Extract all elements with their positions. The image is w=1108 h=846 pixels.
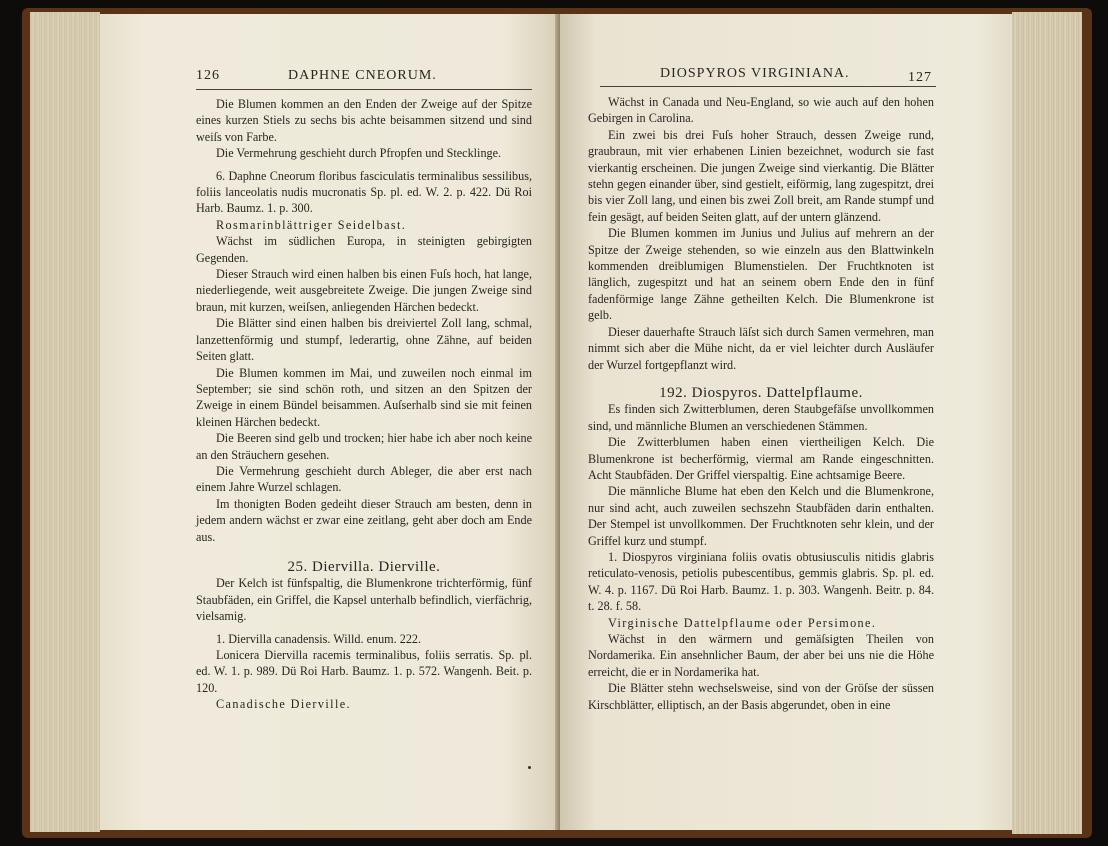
right-page-number: 127	[908, 70, 932, 85]
paragraph: Die Zwitterblumen haben einen viertheiligen Kelch. Die Blumenkrone ist becherförmig, viermal am Rande eingeschnitten. Acht Staubfäden. Der Griffel vierspaltig. Eine achtsamige Beere.	[588, 435, 934, 482]
page-edges-right	[1012, 12, 1082, 834]
common-name: Rosmarinblättriger Seidelbast.	[216, 217, 407, 232]
paragraph: Die Blumen kommen im Mai, und zuweilen noch einmal im September; sie sind schön roth, und sitzen an den Spitzen der Zweige in einem Bündel beisammen. Auſserhalb sind sie mit feinen kleinen Härchen bedeckt.	[196, 365, 532, 429]
common-name: Virginische Dattelpflaume oder Persimone.	[608, 615, 877, 630]
page-edges-left	[30, 12, 100, 832]
paragraph: Die Blumen kommen im Junius und Julius auf mehrern an der Spitze der Zweige stehenden, so wie einzeln aus den Blattwinkeln kommenden dreiblumigen Blumenstielen. Der Fruchtknoten ist länglich, zugespitzt und hat an seinem obern Ende den in fünf fadenförmige lange Zähne getheilten Kelch. Die Blumenkrone ist gelb.	[588, 226, 934, 323]
paragraph: Im thonigten Boden gedeiht dieser Strauch am besten, denn in jedem andern wächst er zwar eine zeitlang, geht aber doch am Ende aus.	[196, 496, 532, 544]
right-header-rule	[600, 86, 936, 87]
paragraph: Ein zwei bis drei Fuſs hoher Strauch, dessen Zweige rund, graubraun, mit vier erhabenen Linien bezeichnet, wodurch sie fast vierkantig erscheinen. Die jungen Zweige sind vierkantig. Die Blätter stehn gegen einander über, sind gestielt, eiförmig, lang zugespitzt, drei bis vier Zoll lang, und einen bis zwei Zoll breit, am Rande stumpf und fein gesägt, auf beiden Seiten glatt, auf der untern glänzend.	[588, 127, 934, 224]
section-heading: 25. Diervilla. Dierville.	[287, 558, 441, 575]
ink-speck	[528, 766, 531, 769]
paragraph: Die Beeren sind gelb und trocken; hier habe ich aber noch keine an den Sträuchern gesehen.	[196, 431, 532, 462]
right-running-head: DIOSPYROS VIRGINIANA.	[660, 66, 850, 81]
paragraph: Dieser dauerhafte Strauch läſst sich durch Samen vermehren, man nimmt sich aber die Mühe nicht, da er viel leichter durch Ausläufer der Wurzel fortgepflanzt wird.	[588, 324, 934, 372]
species-entry: 1. Diospyros virginiana foliis ovatis obtusiusculis nitidis glabris reticulato-venosis, petiolis pubescentibus, gemmis glabris. Sp. pl. ed. W. 4. p. 1167. Dü Roi Harb. Baumz. 1. p. 303. Wangenh. Beitr. p. 84. t. 28. f. 58.	[588, 549, 934, 614]
paragraph: Der Kelch ist fünfspaltig, die Blumenkrone trichterförmig, fünf Staubfäden, ein Griffel, die Kapsel unterhalb befindlich, vierfächrig, vielsamig.	[196, 576, 532, 624]
paragraph: Wächst in den wärmern und gemäſsigten Theilen von Nordamerika. Ein ansehnlicher Baum, der aber bei uns nie die Höhe erreicht, die er in Nordamerika hat.	[588, 632, 934, 679]
species-entry: 6. Daphne Cneorum floribus fasciculatis terminalibus sessilibus, foliis lanceolatis nudis mucronatis Sp. pl. ed. W. 2. p. 422. Dü Roi Harb. Baumz. 1. p. 300.	[196, 168, 532, 216]
right-page	[560, 14, 1012, 830]
synonym-entry: Lonicera Diervilla racemis terminalibus, foliis serratis. Sp. pl. ed. W. 1. p. 989. Dü Roi Harb. Baumz. 1. p. 572. Wangenh. Beit. p. 120.	[196, 648, 532, 695]
paragraph: Die Vermehrung geschieht durch Ableger, die aber erst nach einem Jahre Wurzel schlagen.	[196, 463, 532, 495]
left-running-head: DAPHNE CNEORUM.	[288, 68, 437, 83]
paragraph: Die Blätter stehn wechselsweise, sind von der Gröſse der süssen Kirschblätter, elliptisch, an der Basis abgerundet, oben in eine	[588, 681, 934, 712]
left-header-rule	[196, 89, 532, 90]
paragraph: Es finden sich Zwitterblumen, deren Staubgefäſse unvollkommen sind, und männliche Blumen an verschiedenen Stämmen.	[588, 402, 934, 433]
paragraph: Die Vermehrung geschieht durch Pfropfen und Stecklinge.	[216, 146, 502, 161]
paragraph: Wächst in Canada und Neu-England, so wie auch auf den hohen Gebirgen in Carolina.	[588, 95, 934, 126]
species-entry: 1. Diervilla canadensis. Willd. enum. 222.	[216, 631, 422, 646]
left-page	[100, 14, 558, 830]
left-page-number: 126	[196, 68, 220, 83]
paragraph: Dieser Strauch wird einen halben bis einen Fuſs hoch, hat lange, niederliegende, weit ausgebreitete Zweige. Die jungen Zweige sind braun, mit kurzen, weiſsen, anliegenden Härchen bedeckt.	[196, 267, 532, 314]
paragraph: Die männliche Blume hat eben den Kelch und die Blumenkrone, nur sind acht, auch zuweilen sechszehn Staubfäden darin enthalten. Der Stempel ist unvollkommen. Der Fruchtknoten sehr klein, und der Griffel kurz und stumpf.	[588, 484, 934, 548]
common-name: Canadische Dierville.	[216, 697, 351, 712]
paragraph: Die Blätter sind einen halben bis dreiviertel Zoll lang, schmal, lanzettenförmig und stumpf, lederartig, ohne Zähne, auf beiden Seiten glatt.	[196, 316, 532, 364]
section-heading: 192. Diospyros. Dattelpflaume.	[659, 384, 863, 401]
paragraph: Die Blumen kommen an den Enden der Zweige auf der Spitze eines kurzen Stiels zu sechs bis achte beisammen sitzend und sind weiſs von Farbe.	[196, 97, 532, 144]
paragraph: Wächst im südlichen Europa, in steinigten gebirgigten Gegenden.	[196, 234, 532, 265]
left-body-text	[196, 96, 532, 713]
right-body-text	[588, 94, 934, 713]
